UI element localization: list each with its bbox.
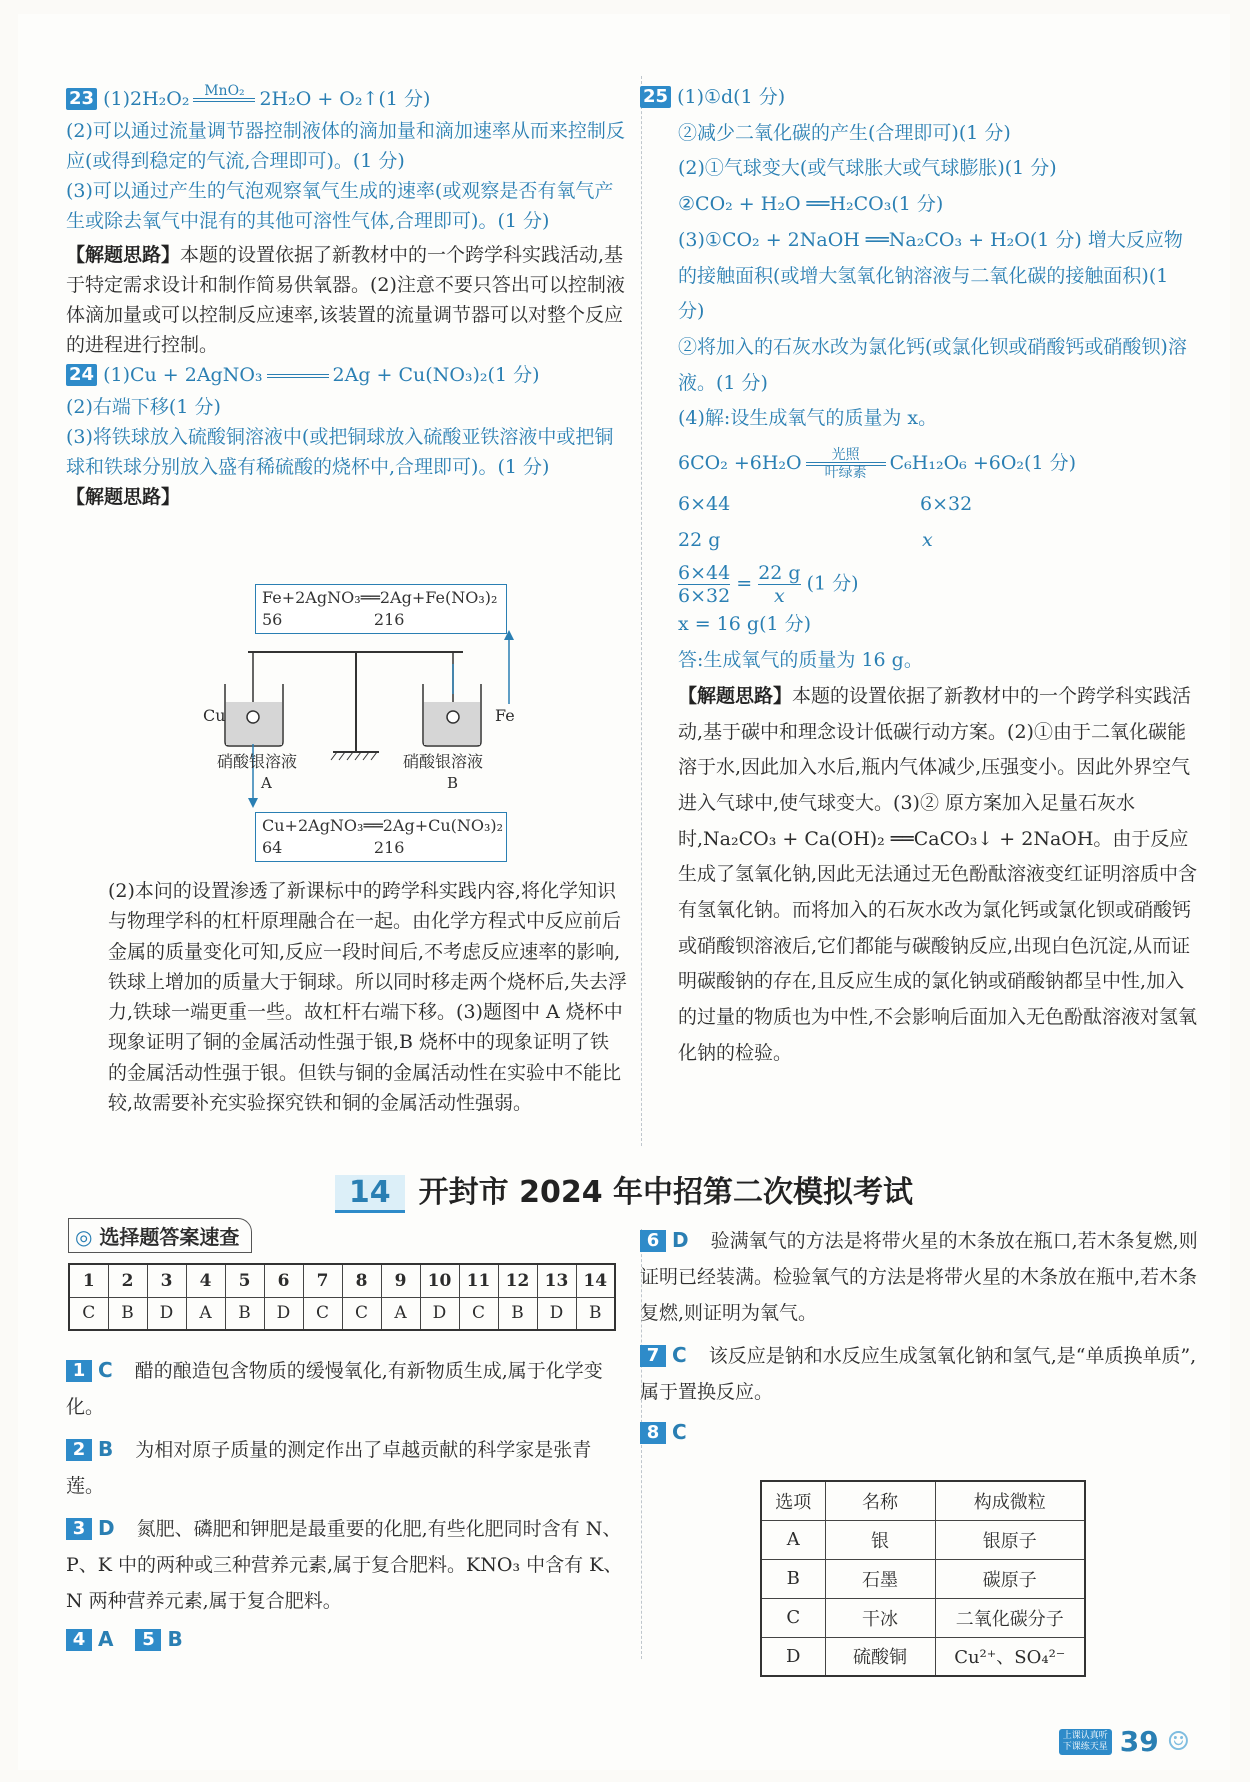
choice-4-5 — [66, 1621, 626, 1658]
answer-key-number: 14 — [576, 1264, 615, 1297]
header-option: 选项 — [761, 1481, 825, 1520]
q23-number: 23 — [66, 88, 97, 110]
answer-key-numbers — [69, 1264, 615, 1297]
answer-key-answer: B — [576, 1297, 615, 1330]
q25-line3: (2)①气球变大(或气球胀大或气球膨胀)(1 分) — [678, 157, 1057, 180]
q23-eq-right: 2H₂O + O₂↑(1 分) — [259, 88, 431, 110]
answer-key-answers — [69, 1297, 615, 1330]
answer-key-answer: A — [381, 1297, 420, 1330]
q23-answer — [66, 84, 626, 116]
choice-1-text: 醋的酿造包含物质的缓慢氧化,有新物质生成,属于化学变化。 — [66, 1360, 603, 1418]
answer-page — [18, 14, 1230, 1770]
choice-5-num: 5 — [135, 1629, 161, 1651]
table-row — [761, 1520, 1085, 1559]
choice-8-num: 8 — [640, 1422, 666, 1444]
mass-row1-right: 6×32 — [920, 493, 973, 516]
mascot-icon: ☺ — [1166, 1726, 1190, 1757]
fraction-a-num: 6×44 — [678, 562, 731, 585]
answer-key-number: 7 — [303, 1264, 342, 1297]
cell: 石墨 — [825, 1559, 935, 1598]
answer-key-number: 8 — [342, 1264, 381, 1297]
choice-1 — [66, 1352, 626, 1425]
table-row — [761, 1598, 1085, 1637]
diagram-bottom-equation-box — [255, 812, 507, 862]
q23-part2: (2)可以通过流量调节器控制液体的滴加量和滴加速率从而来控制反应(或得到稳定的气流,合理即可)。(1 分) — [66, 120, 625, 172]
table-row — [761, 1559, 1085, 1598]
q25-final-answer: 答:生成氧气的质量为 16 g。 — [678, 649, 923, 672]
q24-tip — [66, 482, 626, 512]
photo-eq-left: 6CO₂ +6H₂O — [678, 452, 802, 475]
cell: 碳原子 — [935, 1559, 1085, 1598]
mass-row2-right: x — [922, 528, 933, 551]
answer-key-answer: B — [498, 1297, 537, 1330]
diagram-top-equation: Fe+2AgNO₃══2Ag+Fe(NO₃)₂ — [262, 588, 498, 607]
answer-key-number: 6 — [264, 1264, 303, 1297]
diagram-solution-b: 硝酸银溶液 — [403, 752, 484, 771]
q24-explanation: (2)本问的设置渗透了新课标中的跨学科实践内容,将化学知识与物理学科的杠杆原理融合在一起。由化学方程式中反应前后金属的质量变化可知,反应一段时间后,不考虑反应速率的影响,铁球上增加的质量大于铜球。所以同时移走两个烧杯后,失去浮力,铁球一端更重一些。故杠杆右端下移。(3)题图中 A 烧杯中现象证明了铜的金属活动性强于银,B 烧杯中的现象证明了铁的金属活动性强于银。但铁与铜的金属活动性在实验中不能比较,故需要补充实验探究铁和铜的金属活动性强弱。 — [108, 880, 628, 1115]
right-column — [640, 80, 1200, 1072]
choice-6-text: 验满氧气的方法是将带火星的木条放在瓶口,若木条复燃,则证明已经装满。检验氧气的方法是将带火星的木条放在瓶中,若木条复燃,则证明为氧气。 — [640, 1230, 1198, 1324]
section-number: 14 — [335, 1175, 405, 1213]
choice-7-answer: C — [672, 1343, 687, 1367]
q23-tip — [66, 240, 626, 360]
page-footer — [1059, 1725, 1190, 1758]
slogan-line-1: 上课认真听 — [1062, 1730, 1108, 1741]
answer-key-answer: A — [186, 1297, 225, 1330]
answer-key-number: 3 — [147, 1264, 186, 1297]
choice-2-answer: B — [98, 1437, 114, 1461]
q23-tip-text: 本题的设置依据了新教材中的一个跨学科实践活动,基于特定需求设计和制作简易供氧器。(2)注意不要只答出可以控制液体滴加量或可以控制反应速率,该装置的流量调节器可以对整个反应的进程进行控制。 — [66, 244, 625, 356]
answer-key-answer: C — [303, 1297, 342, 1330]
choice-2-text: 为相对原子质量的测定作出了卓越贡献的科学家是张青莲。 — [66, 1439, 592, 1497]
choice-5-answer: B — [167, 1627, 183, 1651]
photo-eq-right: C₆H₁₂O₆ +6O₂(1 分) — [889, 452, 1076, 475]
q23-part3: (3)可以通过产生的气泡观察氧气生成的速率(或观察是否有氧气产生或除去氧气中混有的其他可溶性气体,合理即可)。(1 分) — [66, 180, 614, 232]
choice-8-answer: C — [672, 1420, 687, 1444]
cell: 银原子 — [935, 1520, 1085, 1559]
diagram-bottom-equation: Cu+2AgNO₃══2Ag+Cu(NO₃)₂ — [262, 816, 504, 835]
diagram-top-masses: 56 216 — [262, 610, 405, 629]
particle-table-header — [761, 1481, 1085, 1520]
q24-eq-right: 2Ag + Cu(NO₃)₂(1 分) — [332, 364, 540, 386]
answer-key-number: 1 — [69, 1264, 108, 1297]
answer-key-answer: B — [108, 1297, 147, 1330]
footer-slogan — [1059, 1729, 1112, 1755]
q24-tip-tag: 【解题思路】 — [66, 486, 181, 508]
cell: 干冰 — [825, 1598, 935, 1637]
choice-6-answer: D — [672, 1228, 689, 1252]
choice-3-num: 3 — [66, 1518, 92, 1540]
q24-eq-left: (1)Cu + 2AgNO₃ — [103, 364, 263, 386]
answer-key-number: 11 — [459, 1264, 498, 1297]
cell: C — [761, 1598, 825, 1637]
choice-1-num: 1 — [66, 1360, 92, 1382]
choice-explanations-right — [640, 1222, 1200, 1451]
answer-key-number: 5 — [225, 1264, 264, 1297]
photo-eq-condition-top: 光照 — [831, 447, 860, 464]
choice-7 — [640, 1337, 1200, 1410]
choice-7-text: 该反应是钠和水反应生成氢氧化钠和氢气,是“单质换单质”,属于置换反应。 — [640, 1345, 1197, 1403]
fraction-score: (1 分) — [806, 572, 859, 595]
choice-4-num: 4 — [66, 1629, 92, 1651]
fraction-a — [678, 562, 730, 607]
mass-row2-left: 22 g — [678, 528, 721, 551]
q25-line7: (4)解:设生成氧气的质量为 x。 — [678, 407, 938, 430]
answer-key-number: 4 — [186, 1264, 225, 1297]
section-title — [18, 1167, 1230, 1213]
answer-key-number: 10 — [420, 1264, 459, 1297]
q25-tip — [640, 679, 1200, 1072]
header-name: 名称 — [825, 1481, 935, 1520]
q25-line1 — [640, 80, 1200, 116]
q25-number: 25 — [640, 86, 671, 108]
answer-key-answer: C — [459, 1297, 498, 1330]
fraction-b — [758, 562, 800, 607]
cell: Cu²⁺、SO₄²⁻ — [935, 1637, 1085, 1676]
answer-key-answer: D — [537, 1297, 576, 1330]
cell: B — [761, 1559, 825, 1598]
choice-2 — [66, 1431, 626, 1504]
mass-row1-left: 6×44 — [678, 493, 731, 516]
proportion: $\frac{6\times 44}{6\times 32}$ = $\frac{22 g}{x}$ (1 分) — [678, 562, 859, 608]
q24-eq-arrow — [267, 360, 329, 392]
particle-table — [760, 1480, 1086, 1677]
diagram-label-b: B — [447, 774, 459, 792]
diagram-fe-label: Fe — [495, 706, 515, 725]
answer-key-answer: D — [264, 1297, 303, 1330]
mass-row-2 — [640, 523, 1200, 559]
q25-tip-text: 本题的设置依据了新教材中的一个跨学科实践活动,基于碳中和理念设计低碳行动方案。(2)①由于二氧化碳能溶于水,因此加入水后,瓶内气体减少,压强变小。因此外界空气进入气球中,使气球变大。(3)② 原方案加入足量石灰水时,Na₂CO₃ + Ca(OH)₂ ══CaCO₃↓ + 2NaOH。由于反应生成了氢氧化钠,因此无法通过无色酚酞溶液变红证明溶质中含有氢氧化钠。而将加入的石灰水改为氯化钙或氯化钡或硝酸钙或硝酸钡溶液后,它们都能与碳酸钠反应,出现白色沉淀,从而证明碳酸钠的存在,且反应生成的氯化钠或硝酸钠都呈中性,加入的过量的物质也为中性,不会影响后面加入无色酚酞溶液对氢氧化钠的检验。 — [678, 684, 1198, 1064]
cell: 二氧化碳分子 — [935, 1598, 1085, 1637]
choice-3-answer: D — [98, 1516, 115, 1540]
choice-8 — [640, 1414, 1200, 1451]
mass-row-1 — [640, 487, 1200, 523]
q23-eq-left: (1)2H₂O₂ — [103, 88, 190, 110]
q25-line5: (3)①CO₂ + 2NaOH ══Na₂CO₃ + H₂O(1 分) 增大反应物的接触面积(或增大氢氧化钠溶液与二氧化碳的接触面积)(1 分) — [678, 228, 1183, 323]
target-icon: ◎ — [75, 1225, 93, 1249]
diagram-cu-label: Cu — [203, 706, 226, 725]
fraction-b-den: x — [774, 585, 785, 608]
answer-key-number: 13 — [537, 1264, 576, 1297]
choice-7-num: 7 — [640, 1345, 666, 1367]
choice-2-num: 2 — [66, 1439, 92, 1461]
answer-key-answer: D — [420, 1297, 459, 1330]
cell: 硫酸铜 — [825, 1637, 935, 1676]
diagram-bottom-masses: 64 216 — [262, 838, 405, 857]
choice-1-answer: C — [98, 1358, 113, 1382]
answer-key-number: 9 — [381, 1264, 420, 1297]
answer-key-answer: C — [69, 1297, 108, 1330]
q25-line4: ②CO₂ + H₂O ══H₂CO₃(1 分) — [678, 193, 944, 216]
choice-3-text: 氮肥、磷肥和钾肥是最重要的化肥,有些化肥同时含有 N、P、K 中的两种或三种营养元素,属于复合肥料。KNO₃ 中含有 K、N 两种营养元素,属于复合肥料。 — [66, 1518, 623, 1612]
fraction-a-den: 6×32 — [678, 585, 731, 608]
photo-eq-condition-bottom: 叶绿素 — [824, 465, 867, 482]
choice-6 — [640, 1222, 1200, 1331]
left-column — [66, 84, 626, 512]
q25-line2: ②减少二氧化碳的产生(合理即可)(1 分) — [678, 121, 1011, 144]
q24-answer — [66, 360, 626, 392]
choice-3 — [66, 1510, 626, 1619]
diagram-label-a: A — [261, 774, 272, 792]
q23-tip-tag: 【解题思路】 — [66, 244, 181, 266]
choice-6-num: 6 — [640, 1230, 666, 1252]
header-particle: 构成微粒 — [935, 1481, 1085, 1520]
q24-part3: (3)将铁球放入硫酸铜溶液中(或把铜球放入硫酸亚铁溶液中或把铜球和铁球分别放入盛有稀硫酸的烧杯中,合理即可)。(1 分) — [66, 426, 614, 478]
q25-line6: ②将加入的石灰水改为氯化钙(或氯化钡或硝酸钙或硝酸钡)溶液。(1 分) — [678, 335, 1187, 394]
q24-number: 24 — [66, 364, 97, 386]
photosynthesis-equation — [640, 443, 1200, 483]
section-title-text: 开封市 2024 年中招第二次模拟考试 — [418, 1175, 914, 1210]
answer-key-answer: B — [225, 1297, 264, 1330]
table-row — [761, 1637, 1085, 1676]
answer-key-answer: D — [147, 1297, 186, 1330]
diagram-solution-a: 硝酸银溶液 — [217, 752, 298, 771]
q23-catalyst: MnO₂ — [204, 83, 245, 99]
answer-key-number: 12 — [498, 1264, 537, 1297]
cell: 银 — [825, 1520, 935, 1559]
quick-answer-label-text: 选择题答案速查 — [99, 1225, 240, 1249]
cell: D — [761, 1637, 825, 1676]
q25-result: x = 16 g(1 分) — [678, 613, 812, 636]
q24-part2: (2)右端下移(1 分) — [66, 396, 221, 418]
q25-l1-text: (1)①d(1 分) — [677, 86, 786, 108]
q23-eq-arrow — [193, 84, 255, 116]
fraction-b-num: 22 g — [758, 562, 801, 585]
page-number: 39 — [1119, 1725, 1159, 1758]
answer-key-table — [68, 1263, 616, 1331]
choice-explanations-left — [66, 1352, 626, 1658]
q25-tip-tag: 【解题思路】 — [678, 684, 793, 707]
quick-answer-label — [68, 1218, 252, 1253]
answer-key-number: 2 — [108, 1264, 147, 1297]
slogan-line-2: 下课练天星 — [1062, 1741, 1108, 1752]
cell: A — [761, 1520, 825, 1559]
choice-4-answer: A — [98, 1627, 114, 1651]
answer-key-answer: C — [342, 1297, 381, 1330]
lever-diagram — [203, 584, 543, 869]
photo-eq-arrow — [806, 448, 886, 480]
